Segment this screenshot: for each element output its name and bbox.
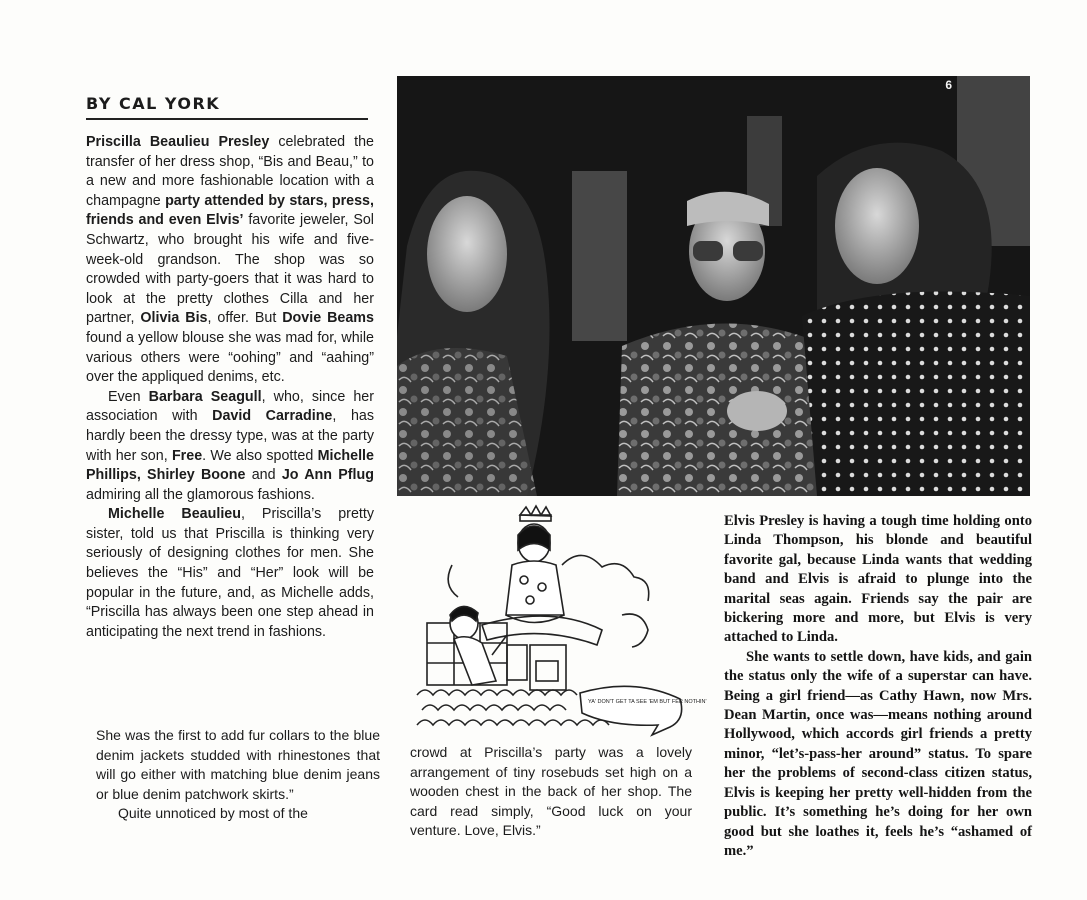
text-run: , Priscilla’s pretty sister, told us that Priscilla is thinking very seriously of designing clothes for men. She believes the “His” and “Her” look will be popular in the future, and, as Michelle adds, “Priscilla has always been one step ahead in anticipating the next trend in fashions. bbox=[86, 506, 374, 640]
article-column-2-tail bbox=[410, 743, 692, 841]
text-run: favorite jeweler, Sol Schwartz, who brought his wife and five-week-old grandson. The shop was so crowded with party-goers that it was hard to look at the pretty clothes Cilla and her partner, bbox=[86, 212, 374, 327]
paragraph-1 bbox=[86, 133, 374, 388]
paragraph-6: crowd at Priscilla’s party was a lovely arrangement of tiny rosebuds set high on a wooden chest in the back of her shop. The card read simply, “Good luck on your venture. Love, Elvis.” bbox=[410, 744, 692, 839]
paragraph-8: She wants to settle down, have kids, and gain the status only the wife of a superstar can have. Being a girl friend—as Cathy Hawn, now Mrs. Dean Martin, once was—means nothing around Hollywood, which accords girl friends a pretty minor, “let’s-pass-her around” status. To spare her the problems of second-class citizen status, Elvis is keeping her pretty well-hidden from the public. It’s something he’s doing for her own good but she loathes it, feels he’s “ashamed of me.” bbox=[724, 648, 1032, 859]
paragraph-2 bbox=[86, 388, 374, 506]
paragraph-7: Elvis Presley is having a tough time holding onto Linda Thompson, his blonde and beautiful favorite gal, because Linda wants that wedding band and Elvis is afraid to plunge into the marital seas again. Friends say the pair are bickering more and more, but Elvis is very attached to Linda. bbox=[724, 513, 1032, 646]
byline: BY CAL YORK bbox=[86, 94, 368, 120]
paragraph-5: Quite unnoticed by most of the bbox=[118, 805, 308, 822]
article-column-1 bbox=[86, 133, 374, 642]
text-run: . We also spotted bbox=[202, 447, 318, 464]
photo-illustration bbox=[397, 76, 1030, 496]
article-column-3 bbox=[724, 512, 1032, 861]
bold-name-run: Dovie Beams bbox=[282, 310, 374, 327]
bold-name-run: Priscilla Beaulieu Presley bbox=[86, 134, 270, 150]
text-run: and bbox=[245, 467, 282, 484]
cartoon-speech-text: YA' DON'T GET TA SEE 'EM BUT FER NOTHIN' bbox=[588, 699, 707, 705]
priscilla-shop-cartoon bbox=[412, 505, 707, 740]
bold-name-run: Barbara Seagull bbox=[148, 388, 262, 405]
bold-name-run: party attended by stars, press, friends and even Elvis’ bbox=[86, 192, 374, 229]
text-run: celebrated the transfer of her dress shop, “Bis and Beau,” to a new and more fashionable location with a champagne bbox=[86, 134, 374, 209]
article-column-1-tail bbox=[96, 726, 380, 824]
text-run: found a yellow blouse she was mad for, while various others were “oohing” and “aahing” over the appliqued denims, etc. bbox=[86, 329, 374, 386]
text-run: , who, since her association with bbox=[86, 388, 374, 425]
text-run: , offer. But bbox=[207, 310, 283, 327]
cartoon-illustration bbox=[412, 505, 707, 740]
bold-name-run: David Carradine bbox=[212, 408, 333, 425]
text-run: admiring all the glamorous fashions. bbox=[86, 486, 315, 503]
paragraph-4: She was the first to add fur collars to the blue denim jackets studded with rhinestones that will go either with matching blue denim jeans or blue denim patchwork skirts.” bbox=[96, 727, 380, 802]
text-run: , has hardly been the dressy type, was at the party with her son, bbox=[86, 408, 374, 464]
bold-name-run: Michelle Phillips, Shirley Boone bbox=[86, 447, 374, 484]
page-number: 6 bbox=[945, 78, 952, 92]
bold-name-run: Free bbox=[171, 447, 203, 464]
bold-name-run: Michelle Beaulieu bbox=[108, 506, 241, 523]
text-run: Even bbox=[108, 388, 149, 405]
party-photo bbox=[397, 76, 1030, 496]
bold-name-run: Jo Ann Pflug bbox=[281, 467, 374, 484]
paragraph-3 bbox=[86, 505, 374, 642]
bold-name-run: Olivia Bis bbox=[140, 310, 208, 327]
